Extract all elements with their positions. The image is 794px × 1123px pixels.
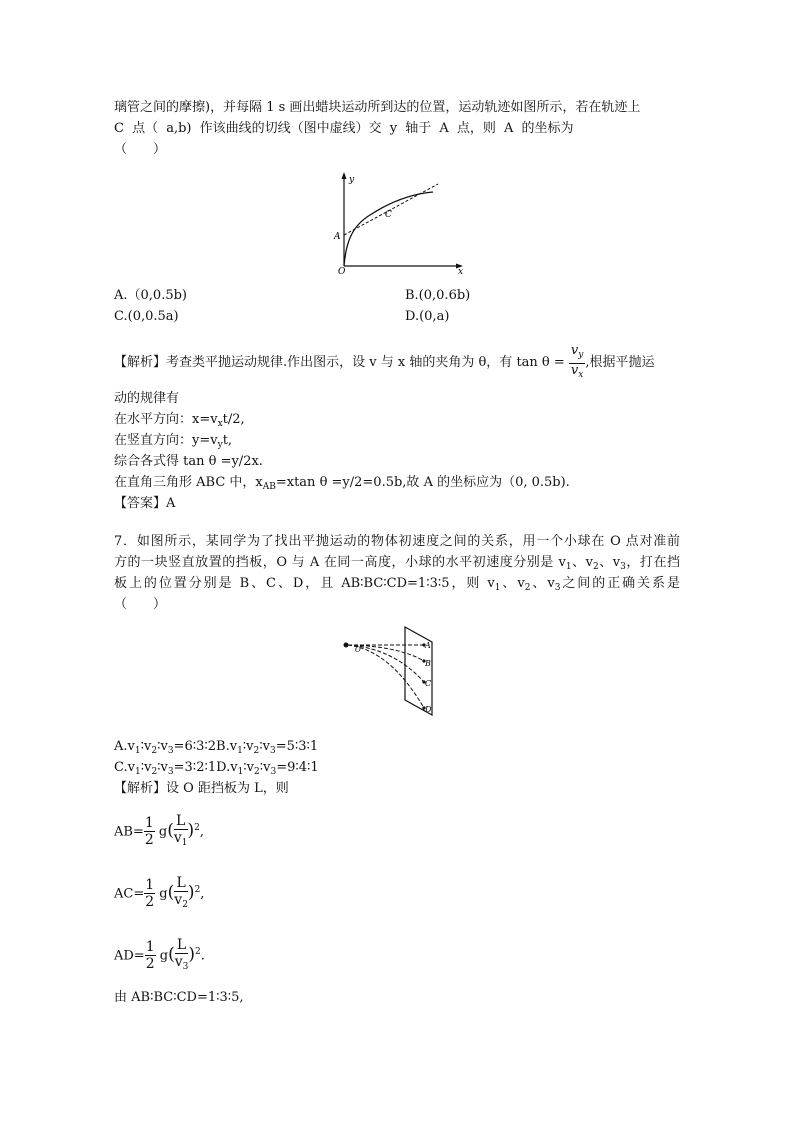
board-figure <box>338 624 448 718</box>
q6-text-line3: （ ） <box>114 142 167 157</box>
label-C2: C <box>425 679 432 688</box>
trajectory-figure <box>330 170 470 276</box>
label-A2: A <box>425 641 431 650</box>
q6-horizontal: 在水平方向：$x=v_xt/2$, <box>114 412 245 429</box>
label-O2: O <box>355 646 361 654</box>
analysis-tag: 【解析】 <box>114 355 167 370</box>
eq-AC: AC= $\frac{1}{2}$ g( $\frac{L}{v_2}$ )$^2$, <box>114 874 205 911</box>
q6-text-line2: C 点（ a,b) 作该曲线的切线（图中虚线）交 y 轴于 A 点，则 A 的坐标为 <box>114 121 574 136</box>
q6-answer: 【答案】A <box>114 496 176 511</box>
trajectory-curve <box>344 192 433 266</box>
analysis-text: 考查类平抛运动规律.作出图示，设 v 与 x 轴的夹角为 θ，有 tan θ = <box>166 355 565 370</box>
q6-option-b: B.(0,0.6b) <box>405 288 471 303</box>
label-x: x <box>458 267 464 276</box>
analysis-tail: ,根据平抛运 <box>585 355 655 370</box>
q6-vertical: 在竖直方向：$y=v_yt$, <box>114 433 233 450</box>
q6-option-a: A.（0,0.5b) <box>114 288 187 303</box>
q7-text-line3: 板上的位置分别是 B、C、D，且 AB∶BC∶CD=1∶3∶5，则 $v_1$、$v_2$、$v_3$之间的正确关系是 <box>114 576 680 593</box>
q7-options-ab: $A.v_1∶v_2∶v_3=6∶3∶2B.v_1∶v_2∶v_3=5∶3∶1$ <box>114 739 319 756</box>
q7-options-cd: $C.v_1∶v_2∶v_3=3∶2∶1D.v_1∶v_2∶v_3=9∶4∶1$ <box>114 760 319 777</box>
label-A: A <box>334 232 341 242</box>
eq-AB: AB= $\frac{1}{2}$ g( $\frac{L}{v_1}$ )$^2$, <box>114 812 205 849</box>
label-y: y <box>349 175 355 185</box>
q6-combined: 综合各式得 tan θ =y/2x. <box>114 454 263 469</box>
eq-AD: AD= $\frac{1}{2}$ g( $\frac{L}{v_3}$ )$^2$. <box>114 936 205 973</box>
q6-option-c: C.(0,0.5a) <box>114 309 179 324</box>
label-O: O <box>338 267 346 276</box>
tan-fraction: $\frac{v_y}{v_x}$ <box>570 343 584 380</box>
label-C: C <box>385 210 392 220</box>
q7-text-line2: 方的一块竖直放置的挡板，O 与 A 在同一高度，小球的水平初速度分别是 $v_1$、$v_2$、$v_3$，打在挡 <box>114 555 680 572</box>
q6-triangle: 在直角三角形 ABC 中，$x_{AB}=xtan$ θ =y/2=0.5b,故 A 的坐标应为（0, 0.5b). <box>114 475 570 492</box>
label-D2: D <box>425 705 432 714</box>
ball-O <box>344 643 349 648</box>
q6-text-line1: 璃管之间的摩擦)，并每隔 1 s 画出蜡块运动所到达的位置，运动轨迹如图所示，若在轨迹上 <box>114 100 641 115</box>
q7-last-line: 由 AB∶BC∶CD=1∶3∶5, <box>114 990 244 1005</box>
q7-analysis: 【解析】设 O 距挡板为 L，则 <box>114 781 289 796</box>
q6-analysis-line1 <box>114 343 655 382</box>
q7-text-line4: （ ） <box>114 597 167 612</box>
q7-text-line1: 7．如图所示，某同学为了找出平抛运动的物体初速度之间的关系，用一个小球在 O 点对准前 <box>114 534 680 549</box>
q6-option-d: D.(0,a) <box>405 309 450 324</box>
label-B2: B <box>425 659 431 668</box>
y-axis-arrow <box>342 172 347 179</box>
q6-analysis-line2: 动的规律有 <box>114 391 180 406</box>
